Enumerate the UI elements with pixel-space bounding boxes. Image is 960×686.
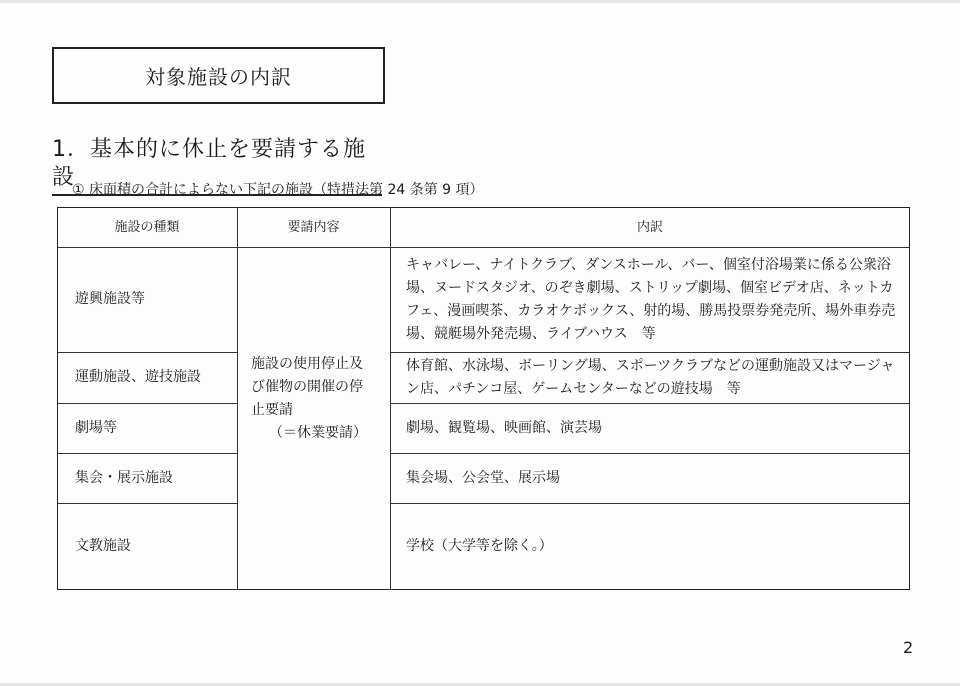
- top-edge: [0, 0, 960, 3]
- document-title: 対象施設の内訳: [52, 47, 385, 104]
- header-request: 要請内容: [287, 219, 340, 235]
- table-row-details: 体育館、水泳場、ボーリング場、スポーツクラブなどの運動施設又はマージャン店、パチンコ屋、ゲームセンターなどの遊技場 等: [406, 357, 895, 397]
- table-row-category: 遊興施設等: [75, 291, 145, 307]
- section-heading: 1．基本的に休止を要請する施設: [52, 136, 382, 196]
- header-details: 内訳: [636, 219, 663, 235]
- header-category: 施設の種類: [114, 219, 180, 235]
- table-row-category: 文教施設: [75, 538, 131, 554]
- table-row-details: 学校（大学等を除く。）: [406, 538, 553, 554]
- facility-table: [57, 207, 910, 590]
- table-row-details: 集会場、公会堂、展示場: [406, 469, 560, 486]
- table-row-category: 劇場等: [75, 419, 117, 436]
- request-line: 施設の使用停止及: [251, 356, 363, 372]
- request-content: [237, 247, 390, 590]
- request-line: 止要請: [251, 402, 293, 418]
- page-number: 2: [903, 638, 914, 657]
- table-row-details: キャバレー、ナイトクラブ、ダンスホール、バー、個室付浴場業に係る公衆浴場、ヌードスタジオ、のぞき劇場、ストリップ劇場、個室ビデオ店、ネットカフェ、漫画喫茶、カラオケボックス、射的場、勝馬投票券発売所、場外車券売場、競艇場外発売場、ライブハウス 等: [406, 256, 896, 342]
- request-note: （＝休業要請）: [269, 425, 367, 441]
- sub-heading: ① 床面積の合計によらない下記の施設（特措法第 24 条第 9 項）: [72, 182, 484, 198]
- table-row-details: 劇場、観覧場、映画館、演芸場: [406, 419, 602, 436]
- request-line: び催物の開催の停: [251, 379, 363, 395]
- table-row-category: 集会・展示施設: [75, 469, 173, 486]
- table-row-category: 運動施設、遊技施設: [75, 369, 201, 385]
